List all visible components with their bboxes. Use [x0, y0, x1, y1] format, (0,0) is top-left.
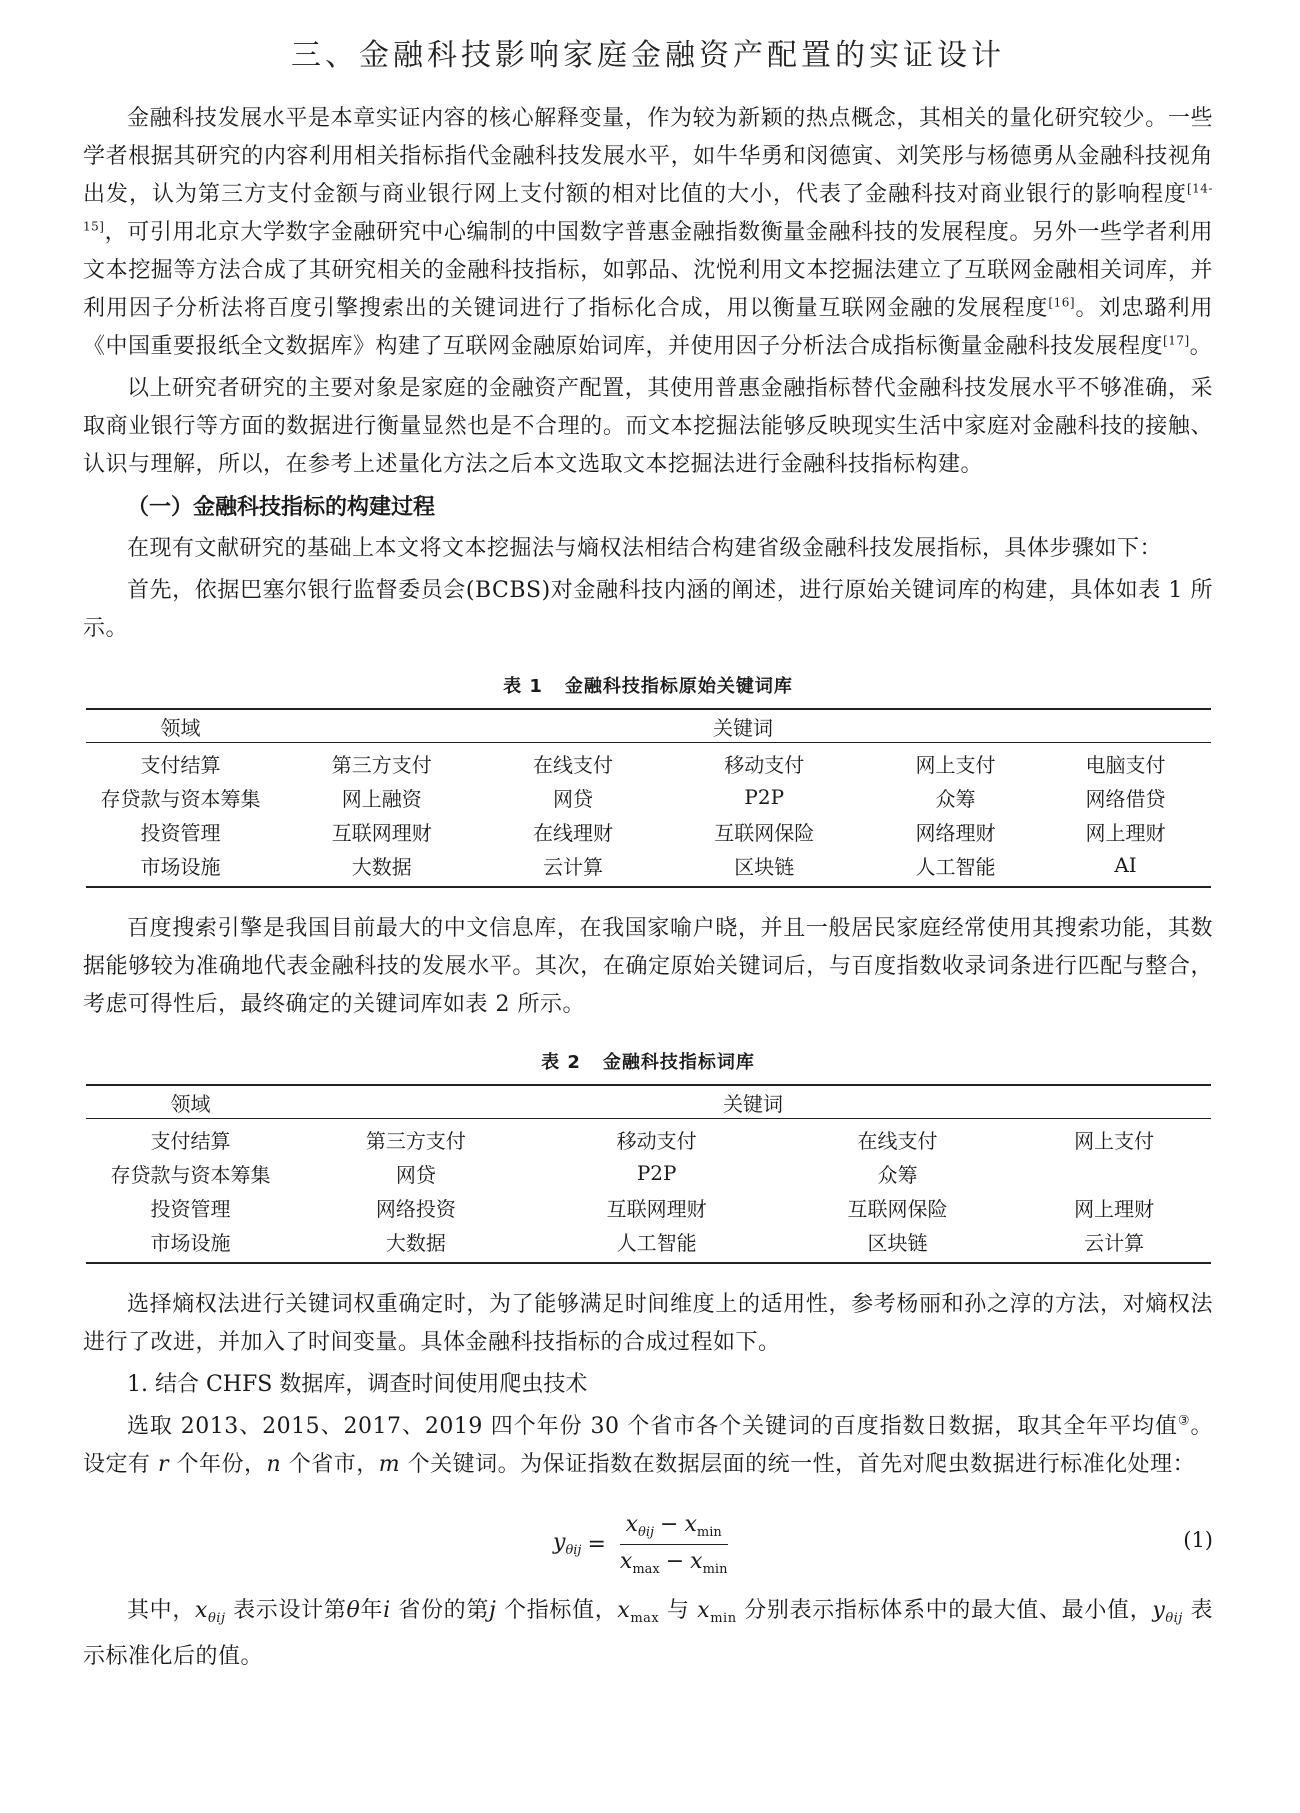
cell-keyword: 网络理财	[915, 820, 996, 845]
cell-keyword: 网贷	[553, 786, 593, 811]
variable-m: m	[378, 1452, 401, 1477]
table-header-row	[86, 709, 1211, 743]
cell-keyword: AI	[1114, 853, 1137, 877]
cell-keyword: 第三方支付	[365, 1128, 466, 1153]
table-1-number: 表 1	[503, 676, 543, 697]
text-run: 表示设计第	[225, 1598, 347, 1623]
body-paragraph-6: 选择熵权法进行关键词权重确定时，为了能够满足时间维度上的适用性，参考杨丽和孙之淳的方法，对熵权法进行了改进，并加入了时间变量。具体金融科技指标的合成过程如下。	[83, 1292, 1213, 1355]
cell-field: 支付结算	[150, 1128, 231, 1153]
cell-keyword: 人工智能	[616, 1230, 697, 1255]
variable-r: r	[158, 1452, 170, 1477]
text-run: 年	[360, 1598, 384, 1623]
variable-j: j	[489, 1598, 497, 1623]
subscript-max: max	[632, 1561, 660, 1577]
table-1-caption	[83, 672, 1213, 698]
symbol-x: x	[617, 1598, 631, 1623]
text-run: 。刘忠璐利用《中国重要报纸全文数据库》构建了互联网金融原始词库，并使用因子分析法合成指标衡量金融科技发展程度	[83, 296, 1213, 359]
cell-keyword: 网贷	[395, 1162, 436, 1187]
symbol-x: x	[697, 1598, 711, 1623]
cell-keyword: 云计算	[1084, 1230, 1145, 1255]
text-run: ，可引用北京大学数字金融研究中心编制的中国数字普惠金融指数衡量金融科技的发展程度。另外一些学者利用文本挖掘等方法合成了其研究相关的金融科技指标，如郭品、沈悦利用文本挖掘法建立了互联网金融相关词库，并利用因子分析法将百度引擎搜索出的关键词进行了指标化合成，用以衡量互联网金融的发展程度	[83, 220, 1213, 321]
text-run: 表示标准化后的值。	[83, 1598, 1213, 1669]
cell-field: 投资管理	[150, 1196, 231, 1221]
subscript-min: min	[702, 1561, 728, 1577]
table-1	[86, 708, 1211, 888]
subscript-min: min	[710, 1611, 737, 1626]
symbol-x: x	[684, 1511, 697, 1537]
equation-number: (1)	[1183, 1528, 1213, 1552]
cell-keyword: 云计算	[543, 854, 603, 879]
cell-keyword: 网上支付	[915, 752, 996, 777]
symbol-y: y	[553, 1530, 566, 1555]
cell-field: 存贷款与资本筹集	[100, 786, 261, 811]
body-paragraph-7	[83, 1408, 1213, 1484]
cell-keyword: 在线理财	[533, 820, 613, 845]
cell-keyword: 人工智能	[915, 854, 996, 879]
cell-keyword: 网络借贷	[1085, 786, 1166, 811]
cell-keyword: 网络投资	[375, 1196, 456, 1221]
subscript-theta-ij: θij	[207, 1611, 226, 1626]
cell-keyword: 互联网保险	[847, 1196, 948, 1221]
cell-keyword: 互联网理财	[331, 820, 432, 845]
citation-ref[interactable]: [14-15]	[83, 181, 1213, 234]
cell-keyword: 网上融资	[341, 786, 422, 811]
subscript-min: min	[696, 1524, 722, 1540]
table-row	[86, 848, 1211, 887]
cell-field: 投资管理	[140, 820, 221, 845]
page-content	[83, 30, 1213, 1676]
text-run: 个指标值，	[496, 1598, 618, 1623]
cell-keyword: 在线支付	[857, 1128, 938, 1153]
body-paragraph-5: 百度搜索引擎是我国目前最大的中文信息库，在我国家喻户晓，并且一般居民家庭经常使用其搜索功能，其数据能够较为准确地代表金融科技的发展水平。其次，在确定原始关键词后，与百度指数收录词条进行匹配与整合，考虑可得性后，最终确定的关键词库如表 2 所示。	[83, 916, 1213, 1017]
cell-keyword: 网上支付	[1074, 1128, 1155, 1153]
cell-keyword: 第三方支付	[331, 752, 432, 777]
text-run: 省份的第	[390, 1598, 490, 1623]
cell-field: 市场设施	[150, 1230, 231, 1255]
subscript-theta-ij: θij	[565, 1543, 582, 1558]
formula-fraction	[614, 1512, 734, 1577]
header-keywords: 关键词	[296, 1085, 1211, 1119]
table-2-title: 金融科技指标词库	[602, 1052, 755, 1073]
table-header-row	[86, 1085, 1211, 1119]
cell-keyword: 在线支付	[533, 752, 613, 777]
body-paragraph-8	[83, 1592, 1213, 1676]
minus-sign: −	[660, 1511, 679, 1537]
cell-keyword: 众筹	[935, 786, 976, 811]
table-2	[86, 1084, 1211, 1264]
header-field: 领域	[86, 709, 276, 743]
variable-i: i	[383, 1598, 391, 1623]
cell-keyword: 众筹	[877, 1162, 918, 1187]
text-run: 金融科技发展水平是本章实证内容的核心解释变量，作为较为新颖的热点概念，其相关的量化研究较少。一些学者根据其研究的内容利用相关指标指代金融科技发展水平，如牛华勇和闵德寅、刘笑彤与杨德勇从金融科技视角出发，认为第三方支付金额与商业银行网上支付额的相对比值的大小，代表了金融科技对商业银行的影响程度	[83, 106, 1213, 207]
text-run: 个关键词。为保证指数在数据层面的统一性，首先对爬虫数据进行标准化处理：	[400, 1452, 1196, 1477]
cell-field: 存贷款与资本筹集	[110, 1162, 271, 1187]
subscript-max: max	[630, 1611, 660, 1626]
cell-keyword: 网上理财	[1074, 1196, 1155, 1221]
cell-keyword: 区块链	[734, 854, 795, 879]
text-run: 分别表示指标体系中的最大值、最小值，	[736, 1598, 1153, 1623]
body-paragraph-4: 首先，依据巴塞尔银行监督委员会(BCBS)对金融科技内涵的阐述，进行原始关键词库的构建，具体如表 1 所示。	[83, 578, 1213, 641]
table-2-caption	[83, 1048, 1213, 1074]
formula-1	[83, 1502, 1213, 1586]
text-run: 个省市，	[281, 1452, 379, 1477]
cell-keyword: P2P	[636, 1161, 677, 1185]
table-2-number: 表 2	[541, 1052, 581, 1073]
subscript-theta-ij: θij	[638, 1524, 655, 1540]
text-run: 选取 2013、2015、2017、2019 四个年份 30 个省市各个关键词的百度指数日数据，取其全年平均值	[127, 1414, 1178, 1439]
subscript-theta-ij: θij	[1165, 1611, 1183, 1626]
variable-n: n	[266, 1452, 282, 1477]
fraction-denominator	[614, 1545, 734, 1577]
intro-paragraph-1	[83, 100, 1213, 366]
formula-expression	[553, 1502, 733, 1586]
header-keywords: 关键词	[276, 709, 1211, 743]
minus-sign: −	[665, 1548, 685, 1574]
cell-keyword: 互联网保险	[714, 820, 815, 845]
cell-keyword: 移动支付	[724, 752, 805, 777]
symbol-y: y	[1152, 1598, 1166, 1623]
equals-sign: =	[587, 1531, 606, 1557]
table-row	[86, 1156, 1211, 1190]
text-run: 。	[1189, 334, 1213, 359]
section-title: 三、金融科技影响家庭金融资产配置的实证设计	[291, 38, 1005, 73]
footnote-marker[interactable]: ③	[1177, 1413, 1191, 1429]
symbol-x: x	[625, 1511, 639, 1537]
text-run: 其中，	[127, 1598, 196, 1623]
table-row	[86, 780, 1211, 814]
cell-keyword: 区块链	[867, 1230, 928, 1255]
cell-field: 支付结算	[140, 752, 221, 777]
cell-keyword: 电脑支付	[1085, 752, 1166, 777]
table-1-title: 金融科技指标原始关键词库	[564, 676, 793, 697]
text-run: 。设定有	[83, 1414, 1213, 1477]
cell-keyword: P2P	[744, 785, 785, 809]
cell-keyword: 网上理财	[1085, 820, 1166, 845]
text-run: 与	[659, 1598, 698, 1623]
cell-keyword: 移动支付	[616, 1128, 697, 1153]
table-row	[86, 743, 1211, 781]
symbol-x: x	[195, 1598, 208, 1623]
cell-keyword: 大数据	[385, 1230, 446, 1255]
variable-theta: θ	[346, 1598, 361, 1623]
text-run: 个年份，	[169, 1452, 267, 1477]
cell-field: 市场设施	[140, 854, 221, 879]
citation-ref[interactable]: [17]	[1163, 333, 1190, 348]
cell-keyword: 互联网理财	[606, 1196, 707, 1221]
cell-keyword	[1018, 1156, 1211, 1190]
subsection-title: （一）金融科技指标的构建过程	[127, 495, 436, 520]
citation-ref[interactable]: [16]	[1048, 295, 1076, 310]
cell-keyword: 大数据	[351, 854, 412, 879]
symbol-x: x	[690, 1548, 703, 1574]
header-field: 领域	[86, 1085, 296, 1119]
table-row	[86, 814, 1211, 848]
table-row	[86, 1224, 1211, 1263]
body-paragraph-3: 在现有文献研究的基础上本文将文本挖掘法与熵权法相结合构建省级金融科技发展指标，具体步骤如下：	[127, 536, 1163, 561]
symbol-x: x	[619, 1548, 633, 1574]
step-heading: 1. 结合 CHFS 数据库，调查时间使用爬虫技术	[127, 1372, 588, 1397]
intro-paragraph-2: 以上研究者研究的主要对象是家庭的金融资产配置，其使用普惠金融指标替代金融科技发展水平不够准确，采取商业银行等方面的数据进行衡量显然也是不合理的。而文本挖掘法能够反映现实生活中家庭对金融科技的接触、认识与理解，所以，在参考上述量化方法之后本文选取文本挖掘法进行金融科技指标构建。	[83, 376, 1213, 477]
formula-lhs	[553, 1530, 581, 1558]
fraction-numerator	[620, 1512, 728, 1545]
table-row	[86, 1119, 1211, 1157]
table-row	[86, 1190, 1211, 1224]
